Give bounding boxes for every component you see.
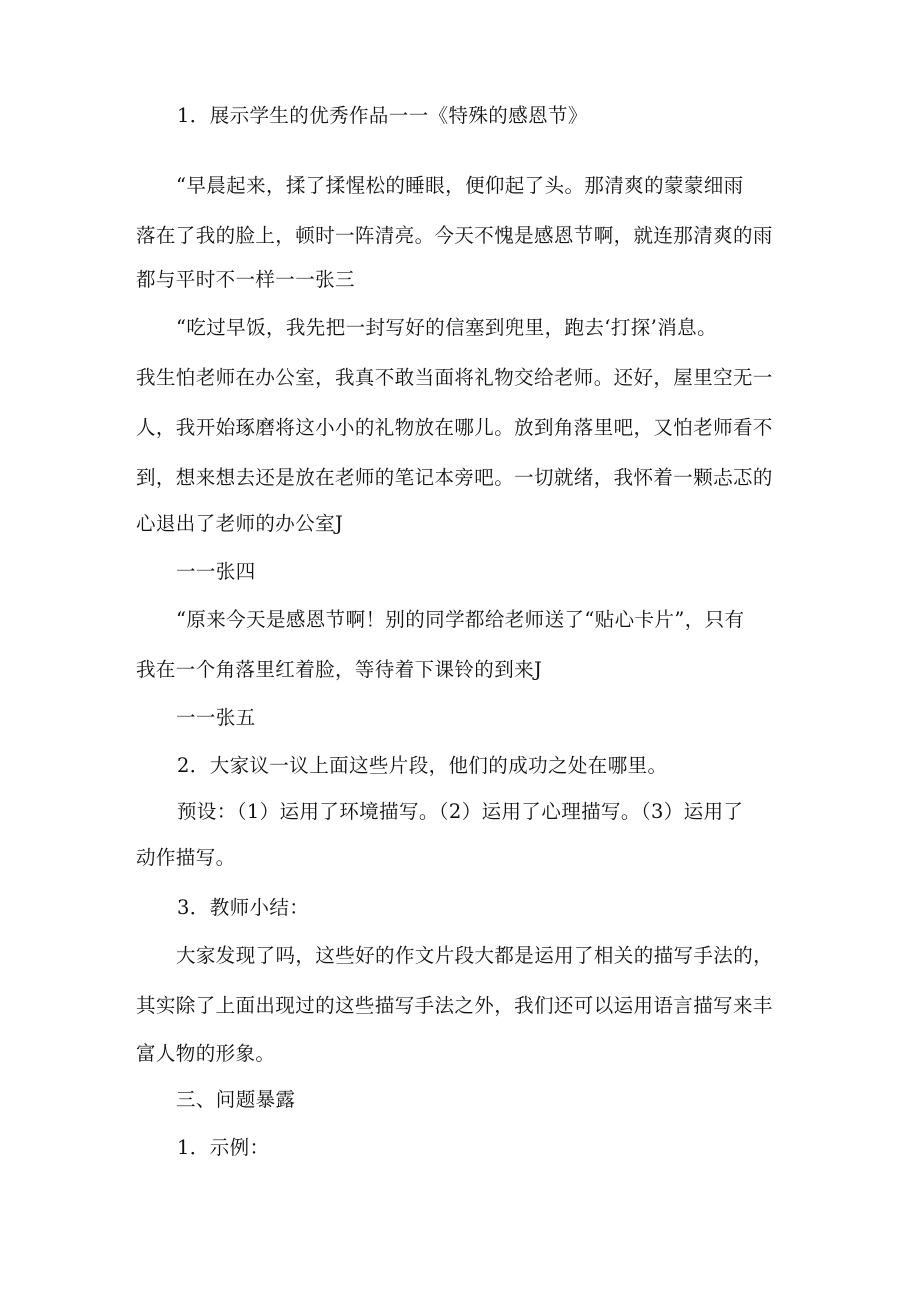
excerpt-2-line-3: 人，我开始琢磨将这小小的礼物放在哪儿。放到角落里吧，又怕老师看不 xyxy=(136,416,773,439)
excerpt-2-line-5: 心退出了老师的办公室J xyxy=(136,512,344,535)
section-3-heading: 三、问题暴露 xyxy=(176,1088,296,1111)
preset-line-1: 预设：（1）运用了环境描写。（2）运用了心理描写。（3）运用了 xyxy=(177,800,744,823)
item-2-heading: 2．大家议一议上面这些片段，他们的成功之处在哪里。 xyxy=(177,754,668,777)
excerpt-3-line-2: 我在一个角落里红着脸，等待着下课铃的到来J xyxy=(136,658,543,681)
preset-line-2: 动作描写。 xyxy=(136,846,236,869)
excerpt-1-line-2: 落在了我的脸上，顿时一阵清亮。今天不愧是感恩节啊，就连那清爽的雨 xyxy=(136,224,773,247)
excerpt-1-line-3: 都与平时不一样一一张三 xyxy=(136,268,355,291)
excerpt-2-line-1: “吃过早饭，我先把一封写好的信塞到兜里，跑去‘打探’消息。 xyxy=(176,316,717,339)
excerpt-2-line-4: 到，想来想去还是放在老师的笔记本旁吧。一切就绪，我怀着一颗忐忑的 xyxy=(136,466,773,489)
excerpt-3-line-1: “原来今天是感恩节啊！别的同学都给老师送了“贴心卡片”，只有 xyxy=(176,608,745,631)
item-1-heading: 1．展示学生的优秀作品一一《特殊的感恩节》 xyxy=(177,104,588,127)
summary-line-2: 其实除了上面出现过的这些描写手法之外，我们还可以运用语言描写来丰 xyxy=(136,994,773,1017)
item-3-heading: 3．教师小结： xyxy=(177,896,310,919)
summary-line-3: 富人物的形象。 xyxy=(136,1042,276,1065)
excerpt-2-author: 一一张四 xyxy=(176,560,256,583)
excerpt-2-line-2: 我生怕老师在办公室，我真不敢当面将礼物交给老师。还好，屋里空无一 xyxy=(136,366,773,389)
example-heading: 1．示例： xyxy=(177,1136,270,1159)
excerpt-1-line-1: “早晨起来，揉了揉惺松的睡眼，便仰起了头。那清爽的蒙蒙细雨 xyxy=(176,174,744,197)
summary-line-1: 大家发现了吗，这些好的作文片段大都是运用了相关的描写手法的， xyxy=(176,944,774,967)
excerpt-3-author: 一一张五 xyxy=(176,706,256,729)
